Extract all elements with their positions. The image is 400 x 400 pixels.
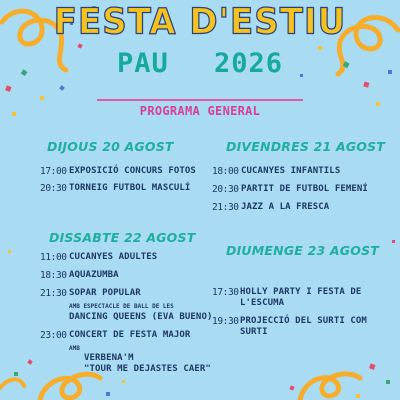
event-name: PROJECCIÓ DEL SURTI COM bbox=[240, 316, 367, 326]
event-time: 17:00 bbox=[40, 166, 67, 177]
program-title: PROGRAMA GENERAL bbox=[139, 104, 261, 118]
event-name-line3: "TOUR ME DEJASTES CAER" bbox=[84, 364, 211, 374]
event-time: 23:00 bbox=[40, 330, 67, 341]
day-thursday-heading: DIJOUS 20 AGOST bbox=[47, 139, 174, 154]
festival-subtitle bbox=[0, 48, 400, 79]
event-name: CONCERT DE FESTA MAJOR bbox=[69, 330, 191, 340]
festival-place: PAU bbox=[116, 48, 169, 79]
event-note: AMB bbox=[69, 345, 80, 352]
event-name: SOPAR POPULAR bbox=[69, 288, 141, 298]
event-time: 20:30 bbox=[40, 183, 67, 194]
event-name-line2: L'ESCUMA bbox=[240, 298, 285, 308]
streamer-bottom-right bbox=[300, 374, 360, 400]
event-name: CUCANYES ADULTES bbox=[69, 252, 158, 262]
event-time: 19:30 bbox=[212, 316, 239, 327]
event-time: 18:30 bbox=[40, 270, 67, 281]
program-divider bbox=[97, 99, 303, 101]
event-name-line2: VERBENA'M bbox=[84, 353, 134, 363]
event-note: AMB ESPECTACLE DE BALL DE LES bbox=[69, 303, 174, 310]
day-saturday-heading: DISSABTE 22 AGOST bbox=[49, 230, 196, 245]
event-name: JAZZ A LA FRESCA bbox=[241, 202, 330, 212]
event-time: 21:30 bbox=[212, 202, 239, 213]
event-time: 11:00 bbox=[40, 252, 67, 263]
streamer-bottom-left bbox=[40, 374, 100, 400]
event-name-line2: DANCING QUEENS (EVA BUENO) bbox=[69, 312, 213, 322]
event-time: 17:30 bbox=[212, 287, 239, 298]
event-name: EXPOSICIÓ CONCURS FOTOS bbox=[69, 166, 196, 176]
event-name: CUCANYES INFANTILS bbox=[241, 166, 341, 176]
event-time: 21:30 bbox=[40, 288, 67, 299]
day-friday-heading: DIVENDRES 21 AGOST bbox=[226, 139, 386, 154]
event-name: AQUAZUMBA bbox=[69, 270, 119, 280]
event-name: HOLLY PARTY I FESTA DE bbox=[240, 287, 362, 297]
event-time: 20:30 bbox=[212, 184, 239, 195]
event-name-line2: SURTI bbox=[240, 327, 268, 337]
event-time: 18:00 bbox=[212, 166, 239, 177]
festival-year: 2026 bbox=[214, 48, 284, 79]
streamer-bottom-left-2 bbox=[0, 379, 24, 388]
festival-title: FESTA D'ESTIU bbox=[53, 1, 347, 43]
event-name: TORNEIG FUTBOL MASCULÍ bbox=[69, 183, 191, 193]
event-name: PARTIT DE FUTBOL FEMENÍ bbox=[241, 184, 368, 194]
day-sunday-heading: DIUMENGE 23 AGOST bbox=[226, 243, 380, 258]
